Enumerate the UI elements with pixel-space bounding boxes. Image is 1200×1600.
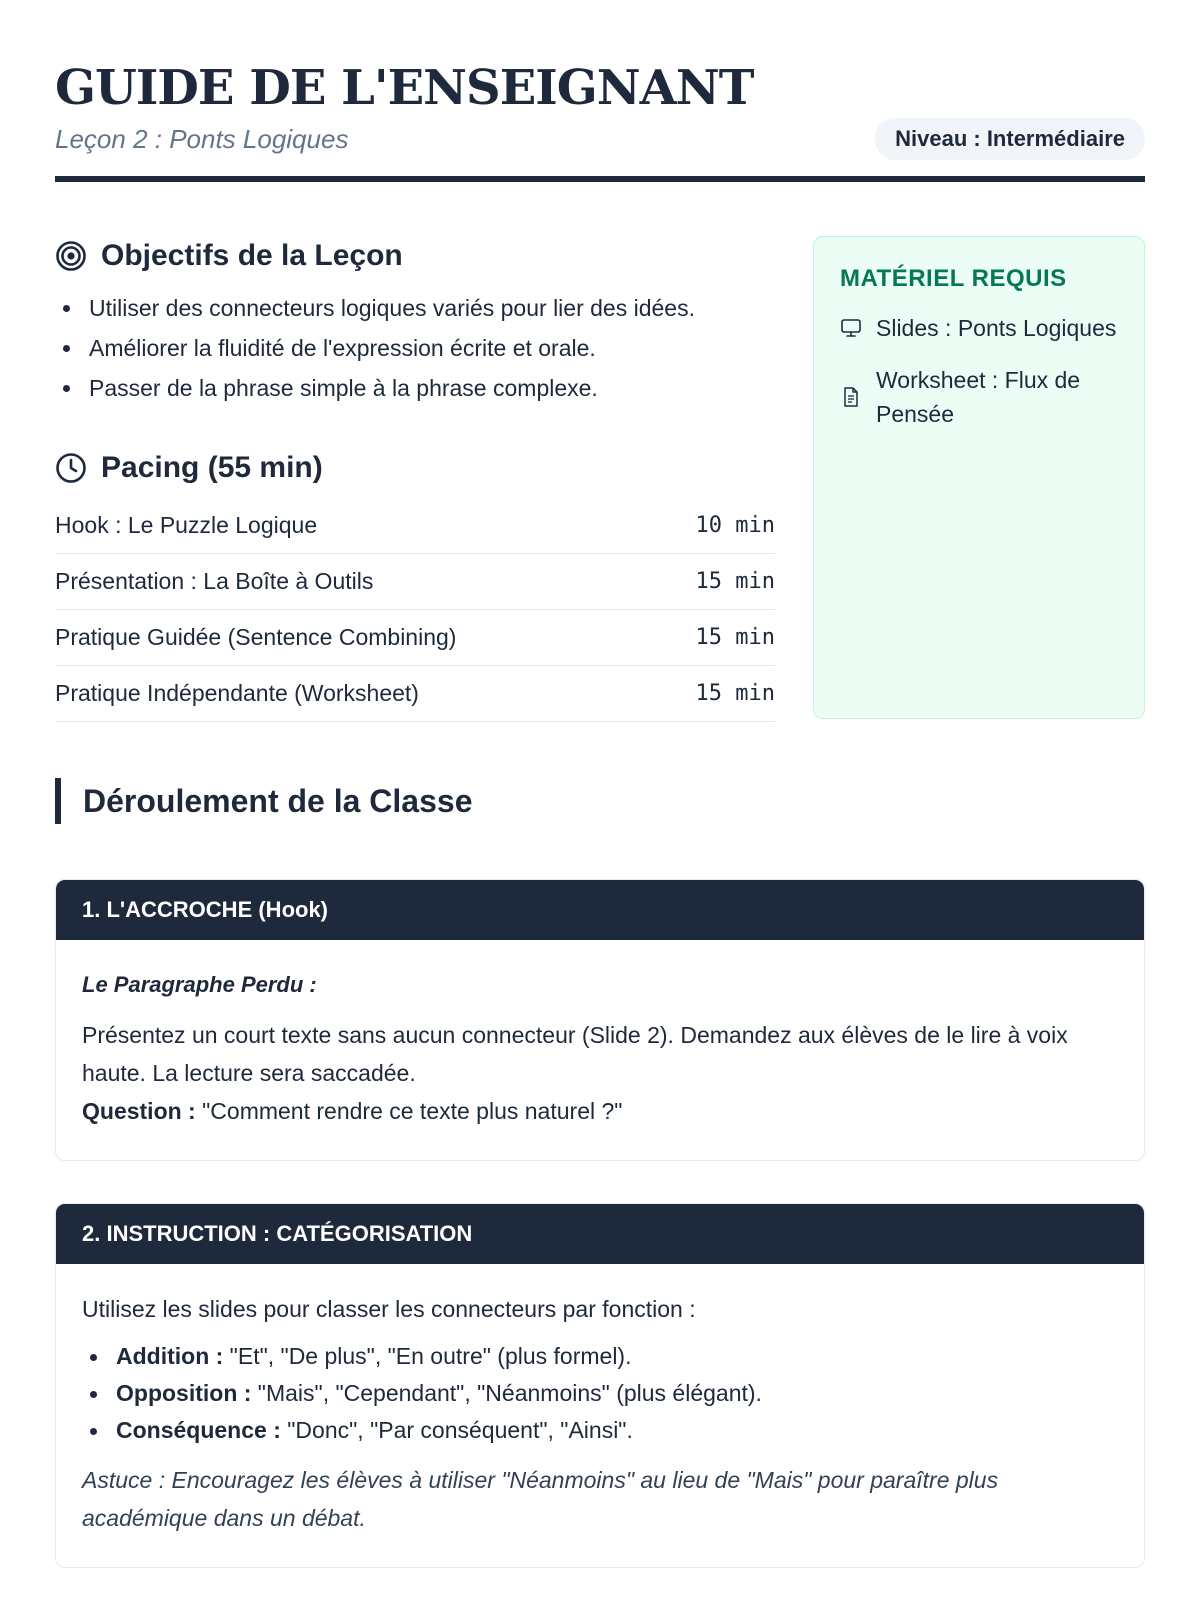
flow-title: Déroulement de la Classe (83, 782, 473, 819)
page-title: GUIDE DE L'ENSEIGNANT (55, 60, 754, 116)
objectives-header (55, 236, 775, 276)
clock-icon (55, 452, 87, 484)
connector-category: Conséquence : (116, 1417, 281, 1443)
connector-item (82, 1375, 1118, 1412)
pacing-row (55, 666, 775, 722)
pacing-time: 15 min (695, 681, 775, 706)
question-text: "Comment rendre ce texte plus naturel ?" (195, 1098, 623, 1124)
pacing-table (55, 498, 775, 722)
instruction-intro: Utilisez les slides pour classer les connecteurs par fonction : (82, 1296, 696, 1322)
lesson-subtitle: Leçon 2 : Ponts Logiques (55, 123, 349, 154)
materials-panel (813, 236, 1145, 719)
header (55, 0, 1145, 182)
objectives-title: Objectifs de la Leçon (101, 239, 403, 272)
hook-card-header: 1. L'ACCROCHE (Hook) (56, 880, 1144, 940)
connector-item (82, 1338, 1118, 1375)
pacing-header (55, 448, 775, 488)
material-item (840, 363, 1118, 431)
objectives-list (55, 288, 775, 408)
flow-accent-bar (55, 778, 61, 824)
target-icon (55, 240, 87, 272)
pacing-row (55, 554, 775, 610)
pacing-activity: Hook : Le Puzzle Logique (55, 512, 318, 538)
pacing-activity: Pratique Indépendante (Worksheet) (55, 680, 419, 706)
hook-description: Présentez un court texte sans aucun connecteur (Slide 2). Demandez aux élèves de le lire à voix haute. La lecture sera saccadée. (82, 1022, 1068, 1086)
connector-item (82, 1412, 1118, 1449)
header-divider (55, 176, 1145, 182)
pacing-title: Pacing (55 min) (101, 451, 323, 484)
question-label: Question : (82, 1098, 196, 1124)
pacing-time: 15 min (695, 569, 775, 594)
pacing-time: 15 min (695, 625, 775, 650)
pacing-row (55, 610, 775, 666)
pacing-activity: Présentation : La Boîte à Outils (55, 568, 374, 594)
objective-item: Améliorer la fluidité de l'expression écrite et orale. (55, 328, 775, 368)
connector-examples: "Mais", "Cependant", "Néanmoins" (plus élégant). (251, 1380, 762, 1406)
teaching-tip: Astuce : Encouragez les élèves à utiliser "Néanmoins" au lieu de "Mais" pour paraître plus académique dans un débat. (82, 1467, 999, 1531)
level-badge: Niveau : Intermédiaire (875, 118, 1145, 160)
pacing-row (55, 498, 775, 554)
connector-examples: "Et", "De plus", "En outre" (plus formel). (223, 1343, 632, 1369)
material-item (840, 311, 1118, 345)
document-icon (840, 386, 862, 408)
connector-category: Opposition : (116, 1380, 252, 1406)
instruction-card-body (56, 1264, 1144, 1567)
instruction-card-header: 2. INSTRUCTION : CATÉGORISATION (56, 1204, 1144, 1264)
instruction-card (55, 1203, 1145, 1568)
hook-text (82, 1016, 1118, 1130)
subtitle-row (55, 118, 1145, 160)
hook-subheading: Le Paragraphe Perdu : (82, 972, 317, 997)
hook-card (55, 879, 1145, 1161)
materials-title: MATÉRIEL REQUIS (840, 265, 1067, 292)
pacing-time: 10 min (695, 513, 775, 538)
material-label: Worksheet : Flux de Pensée (876, 367, 1081, 427)
materials-list (840, 311, 1118, 431)
connector-list (82, 1338, 1118, 1449)
overview-left (55, 236, 775, 722)
objective-item: Passer de la phrase simple à la phrase complexe. (55, 368, 775, 408)
monitor-icon (840, 317, 862, 339)
pacing-section (55, 448, 775, 722)
flow-header (55, 777, 1145, 825)
hook-card-body (56, 940, 1144, 1160)
material-label: Slides : Ponts Logiques (876, 315, 1117, 341)
connector-category: Addition : (116, 1343, 224, 1369)
overview-grid (55, 236, 1145, 722)
pacing-activity: Pratique Guidée (Sentence Combining) (55, 624, 457, 650)
objective-item: Utiliser des connecteurs logiques variés pour lier des idées. (55, 288, 775, 328)
connector-examples: "Donc", "Par conséquent", "Ainsi". (280, 1417, 633, 1443)
